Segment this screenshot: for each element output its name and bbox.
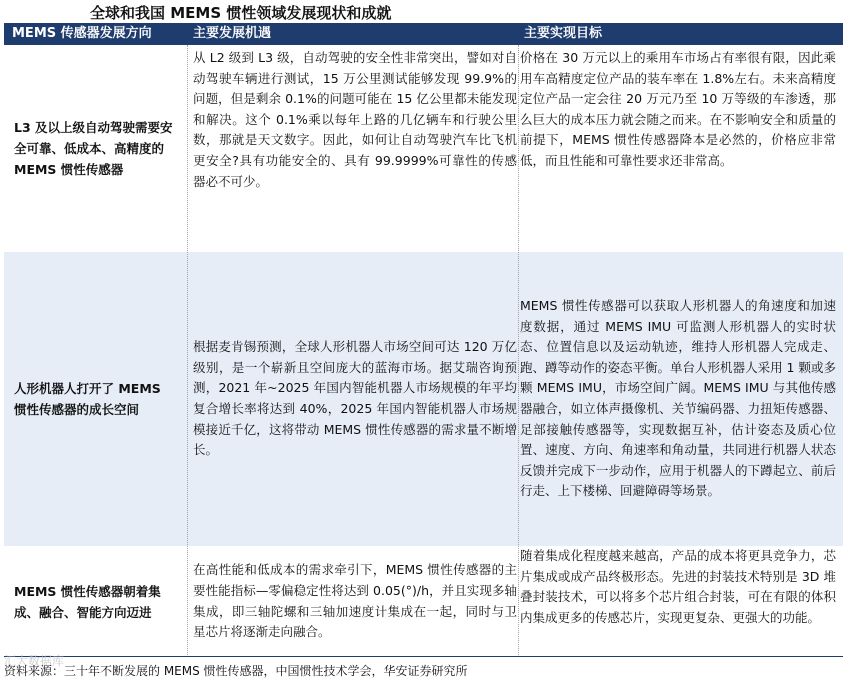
row-direction: L3 及以上级自动驾驶需要安全可靠、低成本、高精度的 MEMS 惯性传感器 (14, 120, 173, 177)
source-note: 资料来源：三十年不断发展的 MEMS 惯性传感器，中国惯性技术学会，华安证券研究所 (4, 664, 468, 678)
row-opportunity: 根据麦肯锡预测，全球人形机器人市场空间可达 120 万亿级别，是一个崭新且空间庞大的蓝海市场。据艾瑞咨询预测，2021 年~2025 年国内智能机器人市场规模的年平均复合增长率将达到 40%，2025 年国内智能机器人市场规模接近千亿，这将带动 MEMS 惯性传感器的需求量不断增长。 (193, 339, 517, 458)
header-opportunity: 主要发展机遇 (193, 26, 272, 41)
row-goal: 随着集成化程度越来越高，产品的成本将更具竞争力，芯片集成或成产品终极形态。先进的封装技术特别是 3D 堆叠封装技术，可以将多个芯片组合封装，可在有限的体积内集成更多的传感芯片，实现更复杂、更强大的功能。 (520, 548, 836, 625)
table-bottom-rule (4, 656, 843, 657)
column-divider (518, 45, 519, 657)
row-direction: MEMS 惯性传感器朝着集成、融合、智能方向迈进 (14, 583, 161, 620)
header-direction: MEMS 传感器发展方向 (12, 26, 152, 41)
column-divider (187, 45, 188, 657)
table-row (4, 45, 843, 252)
page-title: 全球和我国 MEMS 惯性领域发展现状和成就 (90, 4, 392, 22)
development-table (4, 23, 843, 657)
table-row (4, 252, 843, 546)
watermark: 汇大数据库 (4, 654, 65, 668)
row-opportunity: 在高性能和低成本的需求牵引下，MEMS 惯性传感器的主要性能指标—零偏稳定性将达到 0.05(°)/h，并且实现多轴集成，即三轴陀螺和三轴加速度计集成在一起，同时与卫星芯片将逐渐走向融合。 (193, 562, 517, 640)
row-goal: 价格在 30 万元以上的乘用车市场占有率很有限，因此乘用车高精度定位产品的装车率在 1.8%左右。未来高精度定位产品一定会往 20 万元乃至 10 万等级的车渗透，那么巨大的成本压力就会随之而来。在不影响安全和质量的前提下，MEMS 惯性传感器降本是必然的，价格应非常低，而且性能和可靠性要求还非常高。 (520, 50, 836, 168)
header-goal: 主要实现目标 (524, 26, 603, 41)
table-row (4, 546, 843, 657)
row-opportunity: 从 L2 级到 L3 级，自动驾驶的安全性非常突出，譬如对自动驾驶车辆进行测试，15 万公里测试能够发现 99.9%的问题，但是剩余 0.1%的问题可能在 15 亿公里都未能发现和解决。这个 0.1%乘以每年上路的几亿辆车和行驶公里数，那就是天文数字。因此，如何让自动驾驶汽车比飞机更安全?具有功能安全的、具有 99.9999%可靠性的传感器必不可少。 (193, 50, 517, 189)
row-direction: 人形机器人打开了 MEMS 惯性传感器的成长空间 (14, 381, 161, 417)
table-header (4, 23, 843, 45)
row-goal: MEMS 惯性传感器可以获取人形机器人的角速度和加速度数据，通过 MEMS IMU 可监测人形机器人的实时状态、位置信息以及运动轨迹，维持人形机器人完成走、跑、蹲等动作的姿态平衡。单台人形机器人采用 1 颗或多颗 MEMS IMU，市场空间广阔。MEMS IMU 与其他传感器融合，如立体声摄像机、关节编码器、力扭矩传感器、足部接触传感器等，实现数据互补，估计姿态及质心位置、速度、方向、角速率和角动量，共同进行机器人状态反馈并完成下一步动作，应用于机器人的下蹲起立、前后行走、上下楼梯、回避障碍等场景。 (520, 298, 836, 499)
